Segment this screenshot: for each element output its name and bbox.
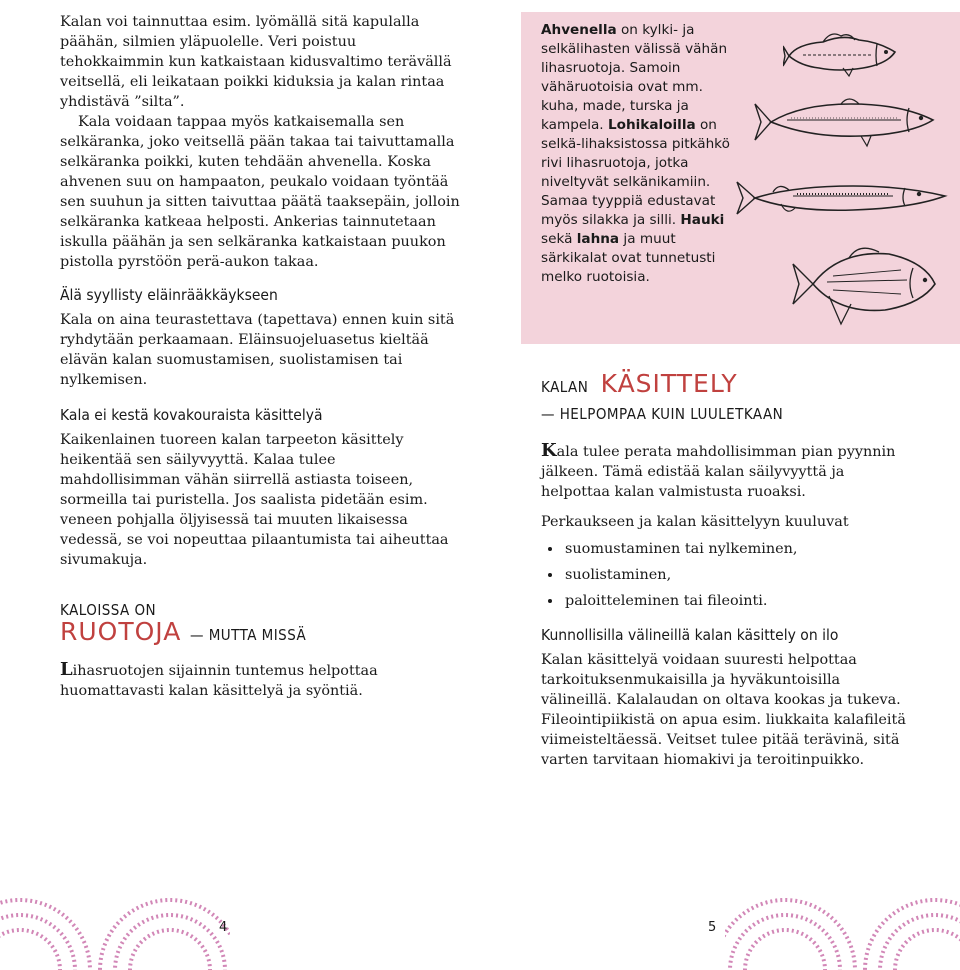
section-big-right: KÄSITTELY	[600, 369, 738, 398]
heading-rough-handling: Kala ei kestä kovakouraista käsittelyä	[60, 406, 323, 424]
paragraph-tools: Kalan käsittelyä voidaan suuresti helpottaa tarkoituksenmukaisilla ja hyväkuntoisilla välineillä. Kalalaudan on oltava kookas ja tukeva. Fileointipiikistä on apua esim. liukkaita kalafileitä viimeisteltäessä. Veitset tulee pitää terävinä, sitä varten tarvitaan hiomakivi ja teroitinpuikko.	[541, 652, 906, 768]
dropcap: L	[60, 659, 73, 680]
paragraph-steps-intro: Perkaukseen ja kalan käsittelyyn kuuluvat	[541, 514, 849, 530]
list-item: • paloitteleminen tai fileointi.	[563, 588, 911, 614]
box-text-3: sekä	[541, 231, 577, 247]
box-text	[541, 21, 731, 287]
paragraph-handling: Kaikenlainen tuoreen kalan tarpeeton käsittely heikentää sen säilyvyyttä. Kalaa tulee mahdollisimman vähän siirrellä astiasta toiseen, sormeilla tai puristella. Jos saalista pidetään esim. veneen pohjalla öljyisessä tai muuten likaisessa vedessä, se voi nopeuttaa pilaantumista tai aiheuttaa sivumakuja.	[60, 432, 449, 568]
steps-list	[541, 536, 911, 614]
dropcap-right: K	[541, 440, 557, 461]
section-sub-right: — HELPOMPAA KUIN LUULETKAAN	[541, 405, 784, 423]
salmon-illustration	[751, 90, 941, 152]
bream-illustration	[789, 240, 939, 330]
box-bold-pike: Hauki	[680, 212, 725, 228]
swirl-decoration-left	[0, 880, 230, 970]
section-title-bones	[60, 600, 460, 646]
page-number-left: 4	[219, 920, 228, 935]
paragraph-gutting	[541, 441, 911, 502]
box-bold-salmon: Lohikaloilla	[607, 117, 696, 133]
box-text-1: on kylki- ja selkälihasten välissä vähän lihasruotoja. Samoin vähäruotoisia ovat mm. kuha, made, turska ja kampela.	[541, 22, 728, 133]
paragraph-bones-text: ihasruotojen sijainnin tuntemus helpottaa huomattavasti kalan käsittelyä ja syöntiä.	[60, 663, 378, 699]
paragraph-gutting-text: ala tulee perata mahdollisimman pian pyynnin jälkeen. Tämä edistää kalan säilyvyyttä ja helpottaa kalan valmistusta ruoaksi.	[541, 444, 896, 500]
paragraph-bones	[60, 660, 460, 701]
heading-good-tools: Kunnollisilla välineillä kalan käsittely on ilo	[541, 626, 839, 644]
page-number-right: 5	[708, 920, 717, 935]
paragraph-slaughter: Kala on aina teurastettava (tapettava) ennen kuin sitä ryhdytään perkaamaan. Eläinsuojeluasetus kieltää elävän kalan suomustamisen, suolistamisen tai nylkemisen.	[60, 312, 455, 388]
box-bold-perch: Ahvenella	[541, 22, 617, 38]
box-bold-bream: lahna	[576, 231, 620, 247]
section-title-handling	[541, 369, 911, 423]
section-post: — MUTTA MISSÄ	[190, 626, 307, 644]
fish-bones-box	[521, 12, 960, 344]
paragraph-stunning: Kalan voi tainnuttaa esim. lyömällä sitä kapulalla päähän, silmien yläpuolelle. Veri poistuu tehokkaimmin kun katkaistaan kidusvaltimo terävällä veitsellä, eli leikataan poikki kiduksia ja kalan rintaa yhdistävä ”silta”.	[60, 14, 452, 110]
section-pre: KALOISSA ON	[60, 601, 157, 619]
heading-animal-cruelty: Älä syyllisty eläinrääkkäykseen	[60, 286, 278, 304]
list-item: • suolistaminen,	[563, 562, 911, 588]
list-item: • suomustaminen tai nylkeminen,	[563, 536, 911, 562]
section-pre-right: KALAN	[541, 378, 589, 396]
section-big: RUOTOJA	[60, 617, 182, 646]
perch-illustration	[783, 30, 903, 80]
left-column	[60, 12, 460, 701]
pike-illustration	[733, 170, 948, 226]
swirl-decoration-right	[725, 880, 960, 970]
right-column	[541, 355, 911, 770]
box-text-2: on selkä-lihaksistossa pitkähkö rivi lihasruotoja, jotka niveltyvät selkänikamiin. Samaa tyyppiä edustavat myös silakka ja silli.	[541, 117, 730, 228]
paragraph-killing: Kala voidaan tappaa myös katkaisemalla sen selkäranka, joko veitsellä pään takaa tai taivuttamalla selkäranka poikki, kuten tehdään ahvenella. Koska ahvenen suu on hampaaton, peukalo voidaan työntää sen suuhun ja sitten taivuttaa päätä taaksepäin, jolloin selkäranka katkeaa helposti. Ankerias tainnutetaan iskulla päähän ja sen selkäranka katkaistaan puukon pistolla pyrstöön perä-aukon takaa.	[60, 114, 460, 270]
box-text-4: ja muut särkikalat ovat tunnetusti melko ruotoisia.	[541, 231, 716, 285]
